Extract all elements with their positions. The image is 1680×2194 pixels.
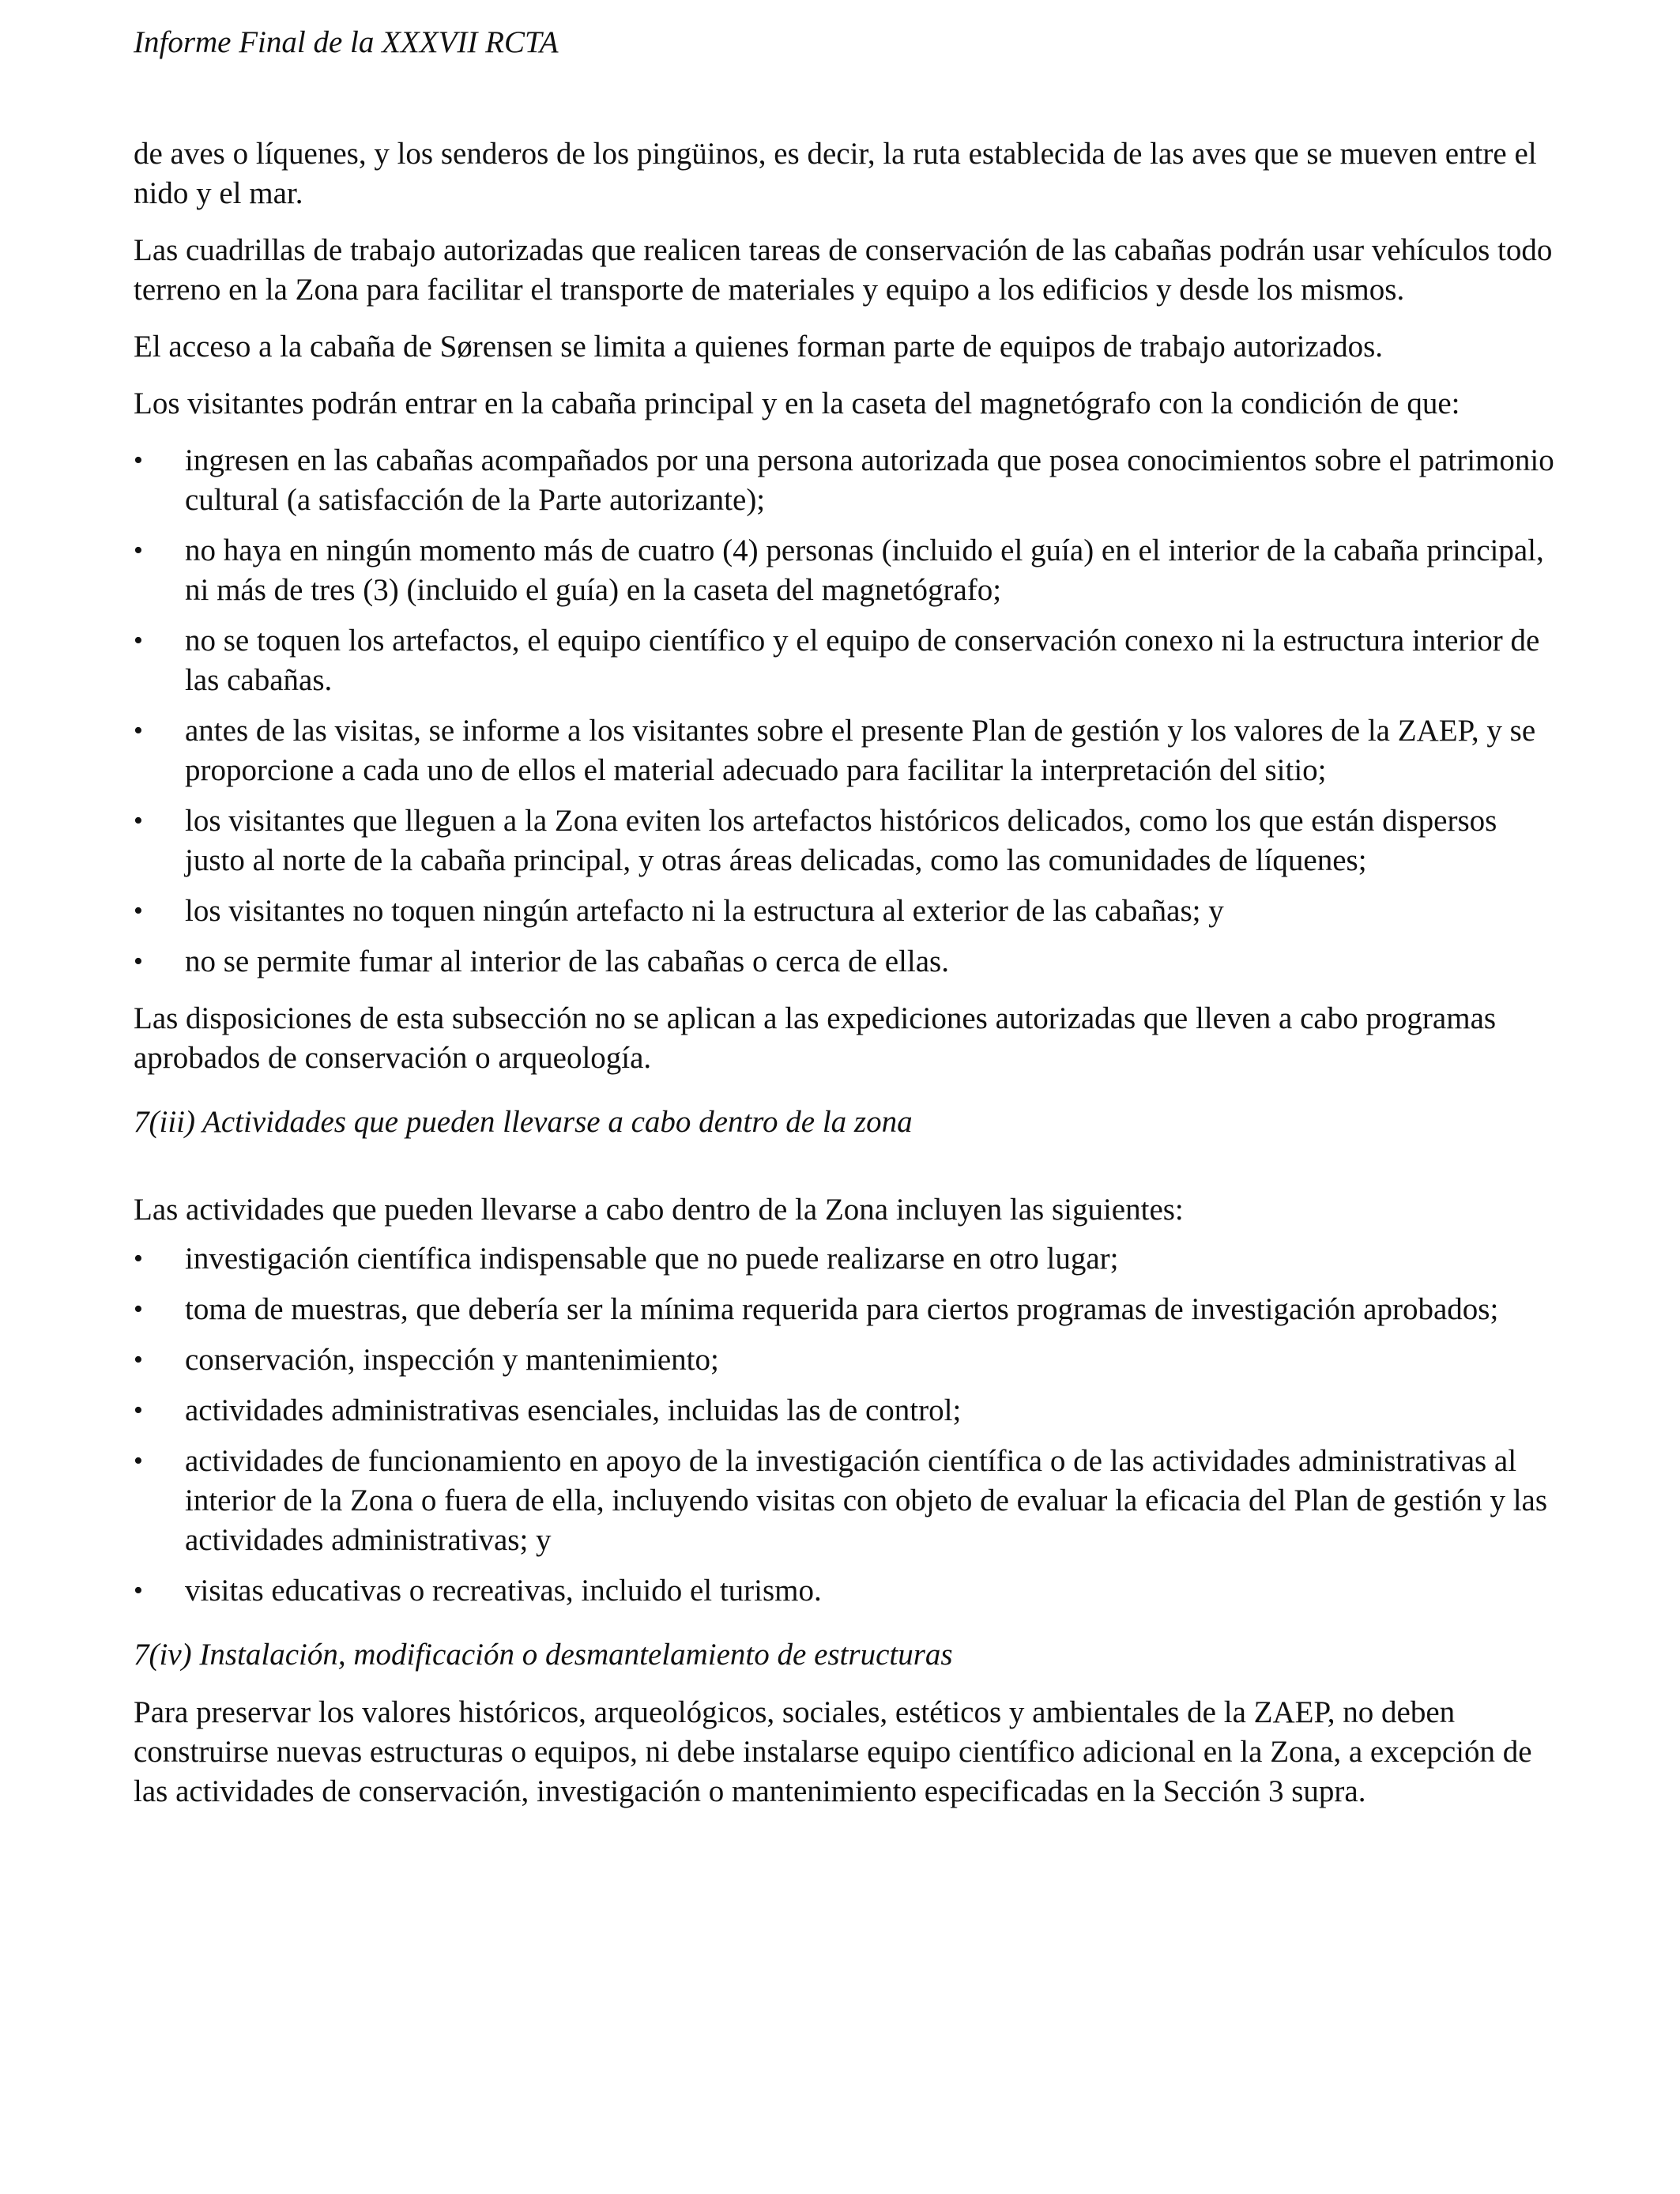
paragraph: Las disposiciones de esta subsección no se aplican a las expediciones autorizadas que lleven a cabo programas aprobados de conservación o arqueología. (134, 1001, 1497, 1075)
bullet-icon: • (134, 626, 143, 655)
list-item-text: no se toquen los artefactos, el equipo científico y el equipo de conservación conexo ni la estructura interior de las cabañas. (185, 624, 1540, 697)
list-item (134, 711, 1556, 790)
list-item-text: conservación, inspección y mantenimiento; (185, 1343, 719, 1377)
bullet-icon: • (134, 1295, 143, 1324)
list-item-text: los visitantes que lleguen a la Zona eviten los artefactos históricos delicados, como los que están dispersos justo al norte de la cabaña principal, y otras áreas delicadas, como las comunidades de líquenes; (185, 804, 1497, 877)
list-item-text: los visitantes no toquen ningún artefacto ni la estructura al exterior de las cabañas; y (185, 894, 1224, 928)
bullet-icon: • (134, 896, 143, 925)
bullet-icon: • (134, 1576, 143, 1605)
paragraph: Los visitantes podrán entrar en la cabaña principal y en la caseta del magnetógrafo con la condición de que: (134, 386, 1460, 420)
list-item (134, 892, 1556, 931)
list-item-text: no se permite fumar al interior de las cabañas o cerca de ellas. (185, 944, 949, 978)
list-item-text: actividades administrativas esenciales, incluidas las de control; (185, 1393, 962, 1427)
bullet-icon: • (134, 1446, 143, 1476)
list-item (134, 942, 1556, 982)
document-page (134, 22, 1556, 1829)
bullet-icon: • (134, 1345, 143, 1374)
bullet-icon: • (134, 947, 143, 976)
paragraph: Para preservar los valores históricos, arqueológicos, sociales, estéticos y ambientales de la ZAEP, no deben construirse nuevas estructuras o equipos, ni debe instalarse equipo científico adicional en la Zona, a excepción de las actividades de conservación, investigación o mantenimiento especificadas en la Sección 3 supra. (134, 1695, 1532, 1808)
list-item (134, 531, 1556, 610)
section-heading: 7(iii) Actividades que pueden llevarse a cabo dentro de la zona (134, 1105, 913, 1139)
list-item (134, 1571, 1556, 1611)
paragraph: El acceso a la cabaña de Sørensen se limita a quienes forman parte de equipos de trabajo autorizados. (134, 330, 1384, 364)
section-heading: 7(iv) Instalación, modificación o desmantelamiento de estructuras (134, 1638, 953, 1672)
bullet-icon: • (134, 716, 143, 745)
permitted-activities-list (134, 1239, 1556, 1611)
list-item-text: visitas educativas o recreativas, incluido el turismo. (185, 1574, 822, 1608)
list-item (134, 801, 1556, 880)
list-item-text: toma de muestras, que debería ser la mínima requerida para ciertos programas de investigación aprobados; (185, 1292, 1499, 1326)
list-item (134, 1239, 1556, 1279)
bullet-icon: • (134, 806, 143, 835)
list-item-text: antes de las visitas, se informe a los visitantes sobre el presente Plan de gestión y los valores de la ZAEP, y se proporcione a cada uno de ellos el material adecuado para facilitar la interpretación del sitio; (185, 714, 1536, 787)
bullet-icon: • (134, 1244, 143, 1273)
list-item-text: actividades de funcionamiento en apoyo de la investigación científica o de las actividades administrativas al interior de la Zona o fuera de ella, incluyendo visitas con objeto de evaluar la eficacia del Plan de gestión y las actividades administrativas; y (185, 1444, 1548, 1557)
running-header: Informe Final de la XXXVII RCTA (134, 25, 559, 59)
list-item-text: ingresen en las cabañas acompañados por una persona autorizada que posea conocimientos sobre el patrimonio cultural (a satisfacción de la Parte autorizante); (185, 443, 1554, 517)
list-item (134, 441, 1556, 520)
paragraph: Las actividades que pueden llevarse a cabo dentro de la Zona incluyen las siguientes: (134, 1193, 1184, 1227)
list-item (134, 621, 1556, 700)
list-item-text: investigación científica indispensable que no puede realizarse en otro lugar; (185, 1242, 1119, 1276)
bullet-icon: • (134, 1396, 143, 1425)
paragraph: de aves o líquenes, y los senderos de los pingüinos, es decir, la ruta establecida de las aves que se mueven entre el nido y el mar. (134, 137, 1537, 210)
list-item (134, 1391, 1556, 1431)
paragraph: Las cuadrillas de trabajo autorizadas que realicen tareas de conservación de las cabañas podrán usar vehículos todo terreno en la Zona para facilitar el transporte de materiales y equipo a los edificios y desde los mismos. (134, 233, 1553, 307)
list-item (134, 1442, 1556, 1560)
list-item (134, 1340, 1556, 1380)
list-item-text: no haya en ningún momento más de cuatro (4) personas (incluido el guía) en el interior de la cabaña principal, ni más de tres (3) (incluido el guía) en la caseta del magnetógrafo; (185, 533, 1544, 607)
list-item (134, 1290, 1556, 1329)
bullet-icon: • (134, 536, 143, 565)
visitor-conditions-list (134, 441, 1556, 982)
bullet-icon: • (134, 446, 143, 475)
